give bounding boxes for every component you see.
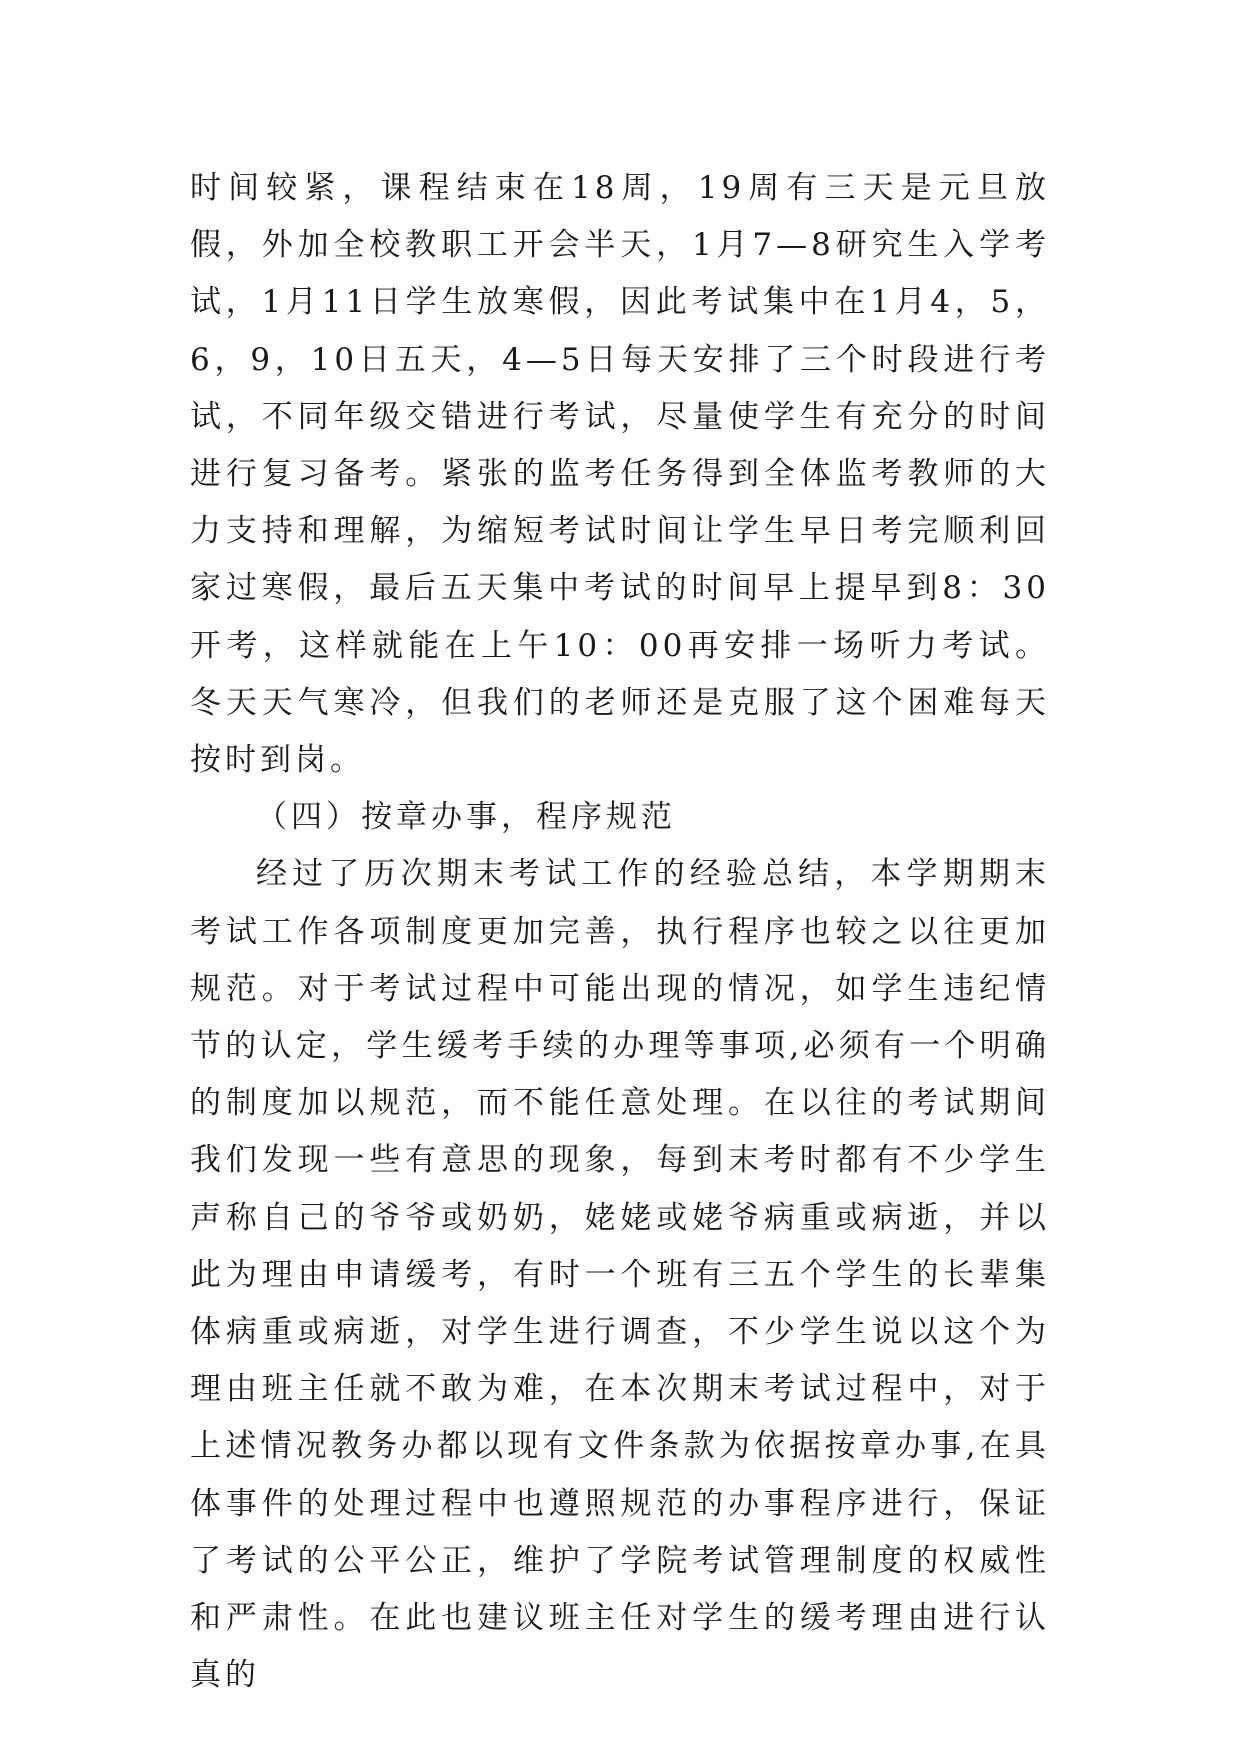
paragraph-procedure-standards: 经过了历次期末考试工作的经验总结，本学期期末考试工作各项制度更加完善，执行程序也较之以往更加规范。对于考试过程中可能出现的情况，如学生违纪情节的认定，学生缓考手续的办理等事项,必须有一个明确的制度加以规范，而不能任意处理。在以往的考试期间我们发现一些有意思的现象，每到末考时都有不少学生声称自己的爷爷或奶奶，姥姥或姥爷病重或病逝，并以此为理由申请缓考，有时一个班有三五个学生的长辈集体病重或病逝，对学生进行调查，不少学生说以这个为理由班主任就不敢为难，在本次期末考试过程中，对于上述情况教务办都以现有文件条款为依据按章办事,在具体事件的处理过程中也遵照规范的办事程序进行，保证了考试的公平公正，维护了学院考试管理制度的权威性和严肃性。在此也建议班主任对学生的缓考理由进行认真的 xyxy=(190,856,1050,1694)
document-body xyxy=(190,160,1050,1704)
section-heading-4: （四）按章办事，程序规范 xyxy=(256,799,676,836)
paragraph-exam-schedule: 时间较紧，课程结束在18周，19周有三天是元旦放假，外加全校教职工开会半天，1月7—8研究生入学考试，1月11日学生放寒假，因此考试集中在1月4，5，6，9，10日五天，4—5日每天安排了三个时段进行考试，不同年级交错进行考试，尽量使学生有充分的时间进行复习备考。紧张的监考任务得到全体监考教师的大力支持和理解，为缩短考试时间让学生早日考完顺利回家过寒假，最后五天集中考试的时间早上提早到8：30开考，这样就能在上午10：00再安排一场听力考试。冬天天气寒冷，但我们的老师还是克服了这个困难每天按时到岗。 xyxy=(190,170,1050,779)
